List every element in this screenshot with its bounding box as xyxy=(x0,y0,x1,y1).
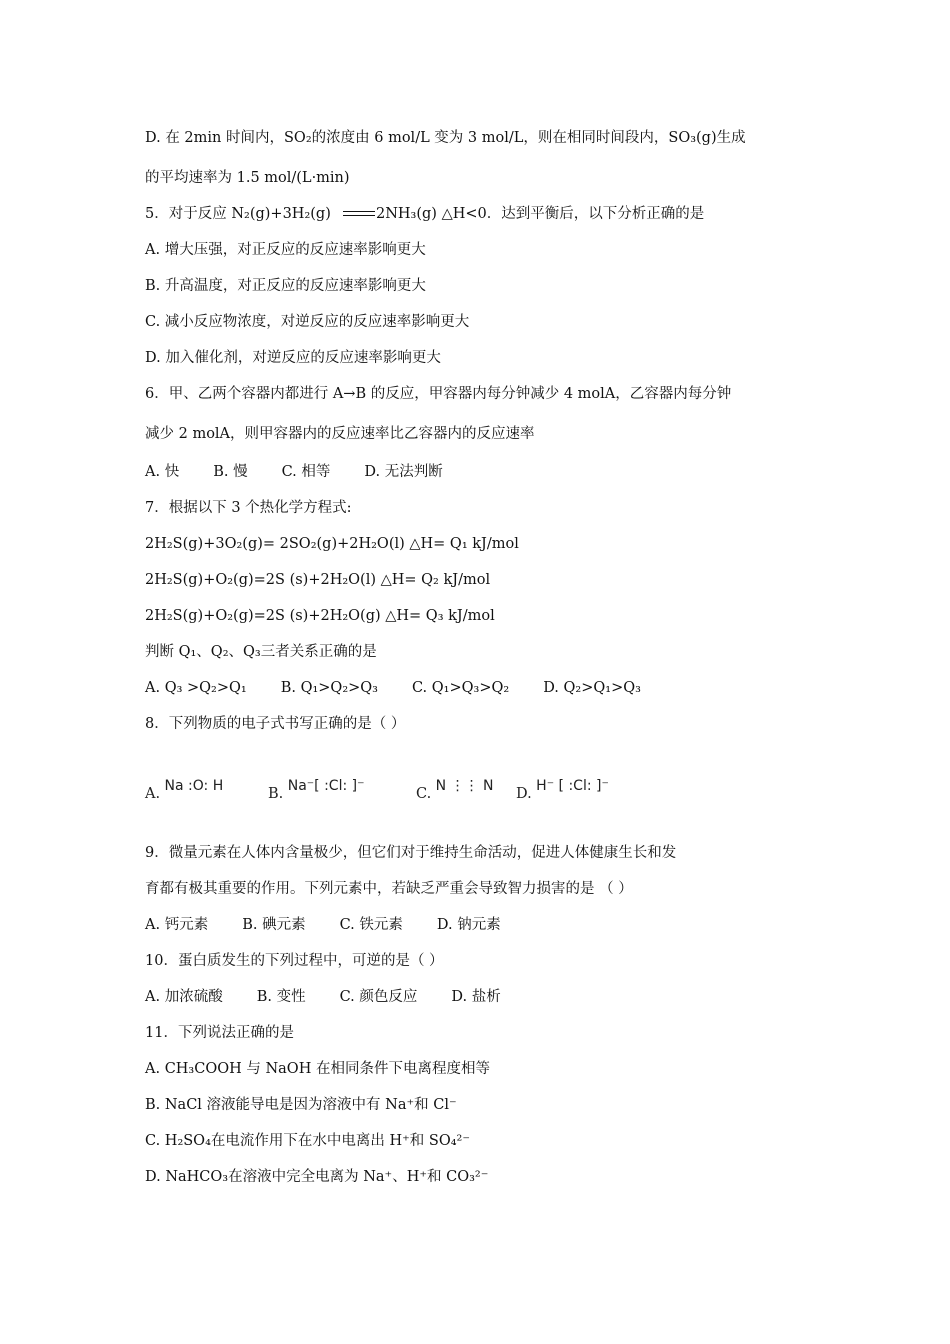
option-d: D. Q₂>Q₁>Q₃ xyxy=(543,680,641,696)
q8-option-b-label: B. xyxy=(268,786,284,802)
text-line-q7-eq2: 2H₂S(g)+O₂(g)=2S (s)+2H₂O(l) △H= Q₂ kJ/mol xyxy=(145,572,491,588)
text-line-q9-2: 育都有极其重要的作用。下列元素中，若缺乏严重会导致智力损害的是 （ ） xyxy=(145,881,633,897)
text-line-q11: 11．下列说法正确的是 xyxy=(145,1025,294,1041)
option-c: C. 铁元素 xyxy=(339,917,403,933)
option-c: C. 颜色反应 xyxy=(339,989,418,1005)
text-line-q6-2: 减少 2 molA，则甲容器内的反应速率比乙容器内的反应速率 xyxy=(145,426,535,442)
q8-option-c xyxy=(416,778,494,802)
text-line-q10: 10．蛋白质发生的下列过程中，可逆的是（ ） xyxy=(145,953,444,969)
q8-option-d-label: D. xyxy=(516,786,532,802)
options-row-q9-opts xyxy=(145,915,535,935)
equilibrium-arrow-icon xyxy=(343,209,375,219)
option-b: B. 变性 xyxy=(256,989,306,1005)
q8-option-c-label: C. xyxy=(416,786,432,802)
text-line-q5d: D. 加入催化剂，对逆反应的反应速率影响更大 xyxy=(145,350,441,366)
options-row-q10-opts xyxy=(145,987,535,1007)
text-line-q5-stem-b: 2NH₃(g) △H<0．达到平衡后，以下分析正确的是 xyxy=(376,206,705,222)
text-line-q5b: B. 升高温度，对正反应的反应速率影响更大 xyxy=(145,278,426,294)
option-a: A. Q₃ >Q₂>Q₁ xyxy=(145,680,247,696)
option-a: A. 钙元素 xyxy=(145,917,209,933)
text-line-q6-1: 6．甲、乙两个容器内都进行 A→B 的反应，甲容器内每分钟减少 4 molA，乙容器内每分钟 xyxy=(145,386,732,402)
options-row-q7-opts xyxy=(145,678,675,698)
text-line-q4d-1: D. 在 2min 时间内，SO₂的浓度由 6 mol/L 变为 3 mol/L，则在相同时间段内，SO₃(g)生成 xyxy=(145,130,746,146)
text-line-q11c: C. H₂SO₄在电流作用下在水中电离出 H⁺和 SO₄²⁻ xyxy=(145,1133,471,1149)
option-a: A. 加浓硫酸 xyxy=(145,989,223,1005)
option-b: B. 慢 xyxy=(213,464,248,480)
text-line-q5c: C. 减小反应物浓度，对逆反应的反应速率影响更大 xyxy=(145,314,470,330)
q8-option-d xyxy=(516,778,609,802)
text-line-q7-judge: 判断 Q₁、Q₂、Q₃三者关系正确的是 xyxy=(145,644,377,660)
text-line-q7: 7．根据以下 3 个热化学方程式: xyxy=(145,500,352,516)
text-line-q11b: B. NaCl 溶液能导电是因为溶液中有 Na⁺和 Cl⁻ xyxy=(145,1097,457,1113)
text-line-q4d-2: 的平均速率为 1.5 mol/(L·min) xyxy=(145,170,350,186)
options-row-q6-opts xyxy=(145,462,477,482)
text-line-q11d: D. NaHCO₃在溶液中完全电离为 Na⁺、H⁺和 CO₃²⁻ xyxy=(145,1169,489,1185)
option-d: D. 钠元素 xyxy=(436,917,501,933)
option-b: B. Q₁>Q₂>Q₃ xyxy=(280,680,378,696)
q8-option-b-formula: Na⁻[ :Cl: ]⁻ xyxy=(287,778,365,794)
text-line-q9-1: 9．微量元素在人体内含量极少，但它们对于维持生命活动，促进人体健康生长和发 xyxy=(145,845,677,861)
text-line-q7-eq1: 2H₂S(g)+3O₂(g)= 2SO₂(g)+2H₂O(l) △H= Q₁ kJ/mol xyxy=(145,536,519,552)
text-line-q8: 8．下列物质的电子式书写正确的是（ ） xyxy=(145,716,406,732)
text-line-q5-stem-a: 5．对于反应 N₂(g)+3H₂(g) xyxy=(145,206,331,222)
q8-option-a xyxy=(145,778,224,802)
option-a: A. 快 xyxy=(145,464,180,480)
option-d: D. 无法判断 xyxy=(364,464,443,480)
text-line-q11a: A. CH₃COOH 与 NaOH 在相同条件下电离程度相等 xyxy=(145,1061,490,1077)
text-line-q7-eq3: 2H₂S(g)+O₂(g)=2S (s)+2H₂O(g) △H= Q₃ kJ/mol xyxy=(145,608,495,624)
q8-option-c-formula: N ⋮⋮ N xyxy=(435,778,494,794)
q8-option-d-formula: H⁻ [ :Cl: ]⁻ xyxy=(536,778,609,794)
q8-option-b xyxy=(268,778,365,802)
option-c: C. 相等 xyxy=(281,464,331,480)
q8-option-a-formula: Na :O: H xyxy=(164,778,224,794)
text-line-q5a: A. 增大压强，对正反应的反应速率影响更大 xyxy=(145,242,426,258)
option-b: B. 碘元素 xyxy=(242,917,306,933)
option-d: D. 盐析 xyxy=(451,989,501,1005)
option-c: C. Q₁>Q₃>Q₂ xyxy=(411,680,510,696)
q8-option-a-label: A. xyxy=(145,786,161,802)
